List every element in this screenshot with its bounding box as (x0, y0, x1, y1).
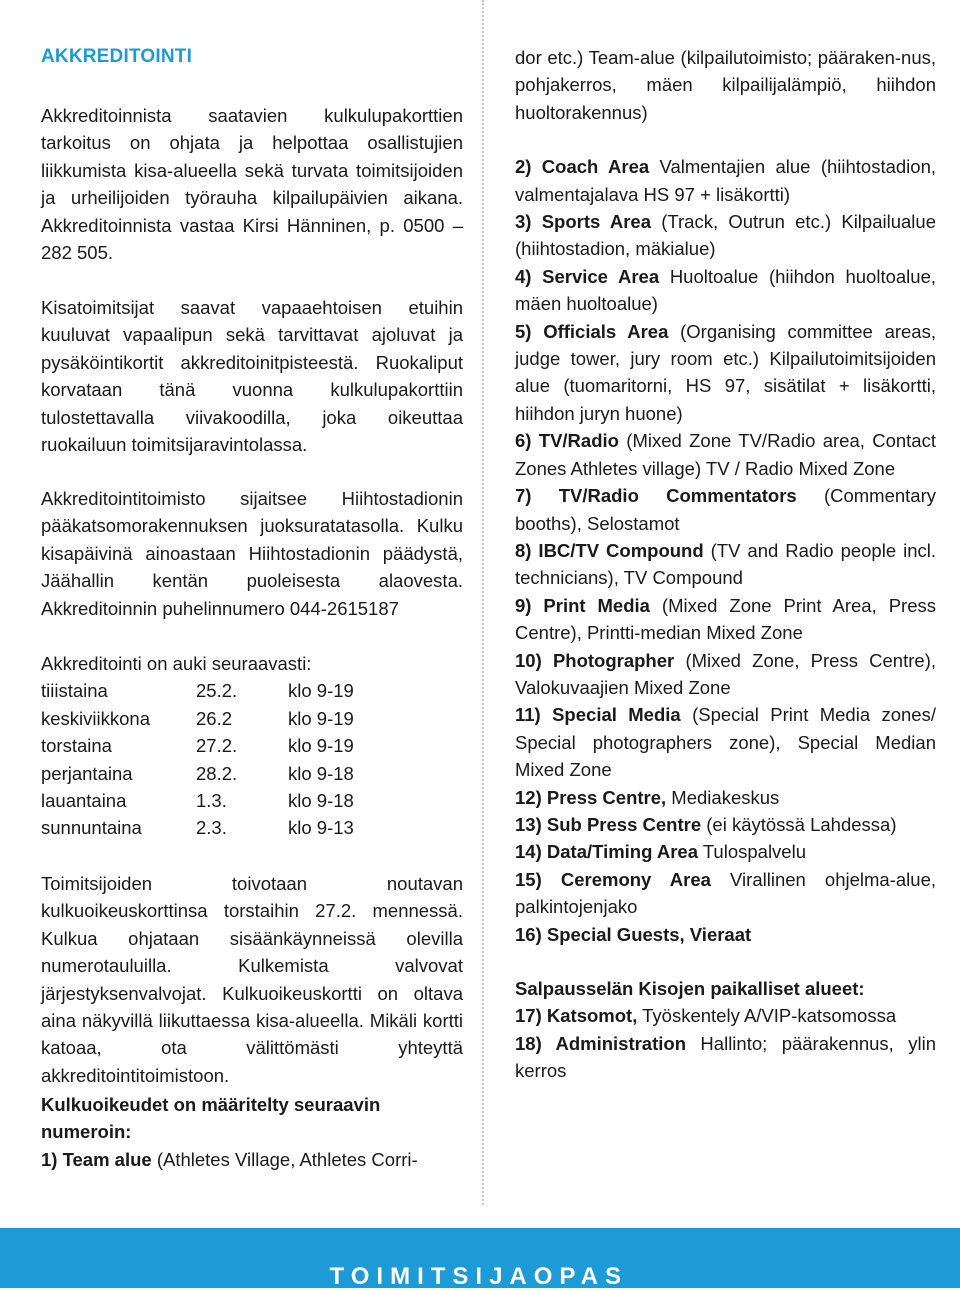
access-item-text: Hallinto; päärakennus, ylin kerros (515, 1032, 936, 1082)
schedule-date: 25.2. (196, 680, 238, 702)
access-item-1 (41, 1146, 471, 1173)
continuation-text: dor etc.) Team-alue (kilpailutoimisto; pääraken-nus, pohjakerros, mäen kilpailijalämpiö, hiihdon huoltorakennus) (515, 47, 936, 123)
access-item-label: 9) Print Media (515, 594, 650, 616)
schedule-time: klo 9-18 (288, 790, 354, 812)
access-item-text: Virallinen ohjelma-alue, palkintojenjako (515, 868, 936, 918)
access-list-item (515, 592, 936, 647)
access-item-text: Mediakeskus (666, 786, 780, 808)
local-areas-list (515, 1002, 936, 1084)
footer-title: TOIMITSIJAOPAS (329, 1263, 628, 1290)
schedule-time: klo 9-13 (288, 817, 354, 839)
access-item-text: Valmentajien alue (hiihtostadion, valmentajalava HS 97 + lisäkortti) (515, 156, 936, 205)
access-heading-block (41, 1091, 471, 1173)
access-list-item (515, 537, 936, 592)
schedule-day: lauantaina (41, 790, 127, 812)
access-item-label: 6) TV/Radio (515, 430, 619, 452)
access-item-label: 18) Administration (515, 1032, 687, 1054)
schedule-time: klo 9-18 (288, 762, 354, 784)
access-list-item (515, 482, 936, 537)
access-item-label: 14) Data/Timing Area (515, 841, 699, 863)
paragraph-office: Akkreditointitoimisto sijaitsee Hiihtostadionin pääkatsomorakennuksen juoksuratatasolla. Kulku kisapäivinä ainoastaan Hiihtostadionin päädystä, Jäähallin kentän puoleisesta alaovesta. Akkreditoinnin puhelinnumero 044-2615187 (41, 488, 463, 619)
access-list (515, 153, 936, 948)
access-list-item (515, 427, 936, 482)
schedule-date: 28.2. (196, 762, 238, 784)
access-list-item (515, 153, 936, 208)
access-item-text: (Athletes Village, Athletes Corri- (151, 1148, 418, 1170)
access-item-label: 5) Officials Area (515, 320, 669, 342)
access-item-label: 1) Team alue (41, 1148, 152, 1170)
access-item-label: 13) Sub Press Centre (515, 813, 702, 835)
schedule-date: 1.3. (196, 790, 227, 812)
local-areas-heading: Salpausselän Kisojen paikalliset alueet: (515, 978, 865, 999)
access-list-item (515, 318, 936, 428)
access-item-text: (Special Print Media zones/ Special photographers zone), Special Median Mixed Zone (515, 704, 936, 781)
schedule-time: klo 9-19 (288, 707, 354, 729)
access-item-text: (Mixed Zone Print Area, Press Centre), Printti-median Mixed Zone (515, 594, 936, 644)
paragraph-intro: Akkreditoinnista saatavien kulkulupakorttien tarkoitus on ohjata ja helpottaa osallistujien liikkumista kisa-alueella sekä turvata toimitsijoiden ja urheilijoiden työrauha kilpailupäivien aikana. Akkreditoinnista vastaa Kirsi Hänninen, p. 0500 – 282 505. (41, 105, 463, 264)
access-item-text: (Commentary booths), Selostamot (515, 485, 936, 534)
access-item-label: 8) IBC/TV Compound (515, 539, 704, 561)
access-item-label: 17) Katsomot, (515, 1005, 638, 1027)
access-list-item (515, 921, 936, 948)
access-list-item (515, 701, 936, 783)
paragraph-tickets: Kisatoimitsijat saavat vapaaehtoisen etuihin kuuluvat vapaalipun sekä tarvittavat ajoluvat ja pysäköintikortit akkreditoinitpisteestä. Ruokaliput korvataan tänä vuonna kulkulupakorttiin tulostettavalla viivakoodilla, joka oikeuttaa ruokailuun toimitsijaravintolassa. (41, 297, 463, 456)
access-list-item (515, 811, 936, 838)
access-item-label: 3) Sports Area (515, 211, 651, 233)
access-heading: Kulkuoikeudet on määritelty seuraavin numeroin: (41, 1094, 381, 1143)
access-item-label: 12) Press Centre, (515, 786, 667, 808)
paragraph-instructions: Toimitsijoiden toivotaan noutavan kulkuoikeuskorttinsa torstaihin 27.2. mennessä. Kulkua ohjataan sisäänkäynneissä olevilla numerotauluilla. Kulkemista valvovat järjestyksenvalvojat. Kulkuoikeuskortti on oltava aina näkyvillä liikuttaessa kisa-alueella. Mikäli kortti katoaa, ota välittömästi yhteyttä akkreditointitoimistoon. (41, 873, 463, 1086)
access-list-item (515, 1030, 936, 1085)
access-item-label: 15) Ceremony Area (515, 868, 711, 890)
access-list-item (515, 647, 936, 702)
access-list-item (515, 838, 936, 865)
access-item-text: (TV and Radio people incl. technicians), TV Compound (515, 539, 936, 589)
schedule-date: 26.2 (196, 707, 233, 729)
access-item-label: 16) Special Guests, Vieraat (515, 923, 752, 945)
schedule-row (41, 705, 354, 732)
access-item-label: 7) TV/Radio Commentators (515, 485, 797, 507)
access-list-item (515, 866, 936, 921)
schedule-date: 27.2. (196, 735, 238, 757)
schedule-row (41, 760, 354, 787)
schedule-day: tiiistaina (41, 680, 108, 702)
access-list-item (515, 263, 936, 318)
access-list-item (515, 784, 936, 811)
access-list-item (515, 208, 936, 263)
schedule-row (41, 677, 354, 704)
schedule-day: perjantaina (41, 762, 133, 784)
schedule-date: 2.3. (196, 817, 227, 839)
access-item-label: 4) Service Area (515, 265, 660, 287)
schedule-block (41, 653, 354, 842)
access-item-text: Tulospalvelu (698, 841, 806, 863)
access-item-label: 10) Photographer (515, 649, 675, 671)
access-item-text: (Track, Outrun etc.) Kilpailualue (hiihtostadion, mäkialue) (515, 211, 936, 260)
schedule-day: keskiviikkona (41, 707, 150, 729)
schedule-day: torstaina (41, 735, 112, 757)
schedule-row (41, 787, 354, 814)
schedule-time: klo 9-19 (288, 680, 354, 702)
access-item-text: (Mixed Zone, Press Centre), Valokuvaajien Mixed Zone (515, 649, 936, 698)
access-item-label: 2) Coach Area (515, 156, 650, 178)
schedule-day: sunnuntaina (41, 817, 142, 839)
schedule-intro: Akkreditointi on auki seuraavasti: (41, 653, 312, 674)
access-item-text: Työskentely A/VIP-katsomossa (637, 1005, 897, 1027)
column-divider (482, 0, 484, 1205)
schedule-row (41, 814, 354, 841)
access-item-text: (Mixed Zone TV/Radio area, Contact Zones Athletes village) TV / Radio Mixed Zone (515, 430, 936, 479)
access-item-text: (ei käytössä Lahdessa) (701, 813, 897, 835)
access-item-text: Huoltoalue (hiihdon huoltoalue, mäen huoltoalue) (515, 265, 936, 315)
section-heading: AKKREDITOINTI (41, 46, 193, 67)
access-list-item (515, 1002, 936, 1029)
schedule-time: klo 9-19 (288, 735, 354, 757)
access-item-label: 11) Special Media (515, 704, 681, 726)
schedule-row (41, 732, 354, 759)
access-item-text: (Organising committee areas, judge tower, jury room etc.) Kilpailutoimitsijoiden alue (tuomaritorni, HS 97, sisätilat + lisäkortti, hiihdon juryn huone) (515, 320, 936, 424)
right-column (515, 44, 936, 1085)
